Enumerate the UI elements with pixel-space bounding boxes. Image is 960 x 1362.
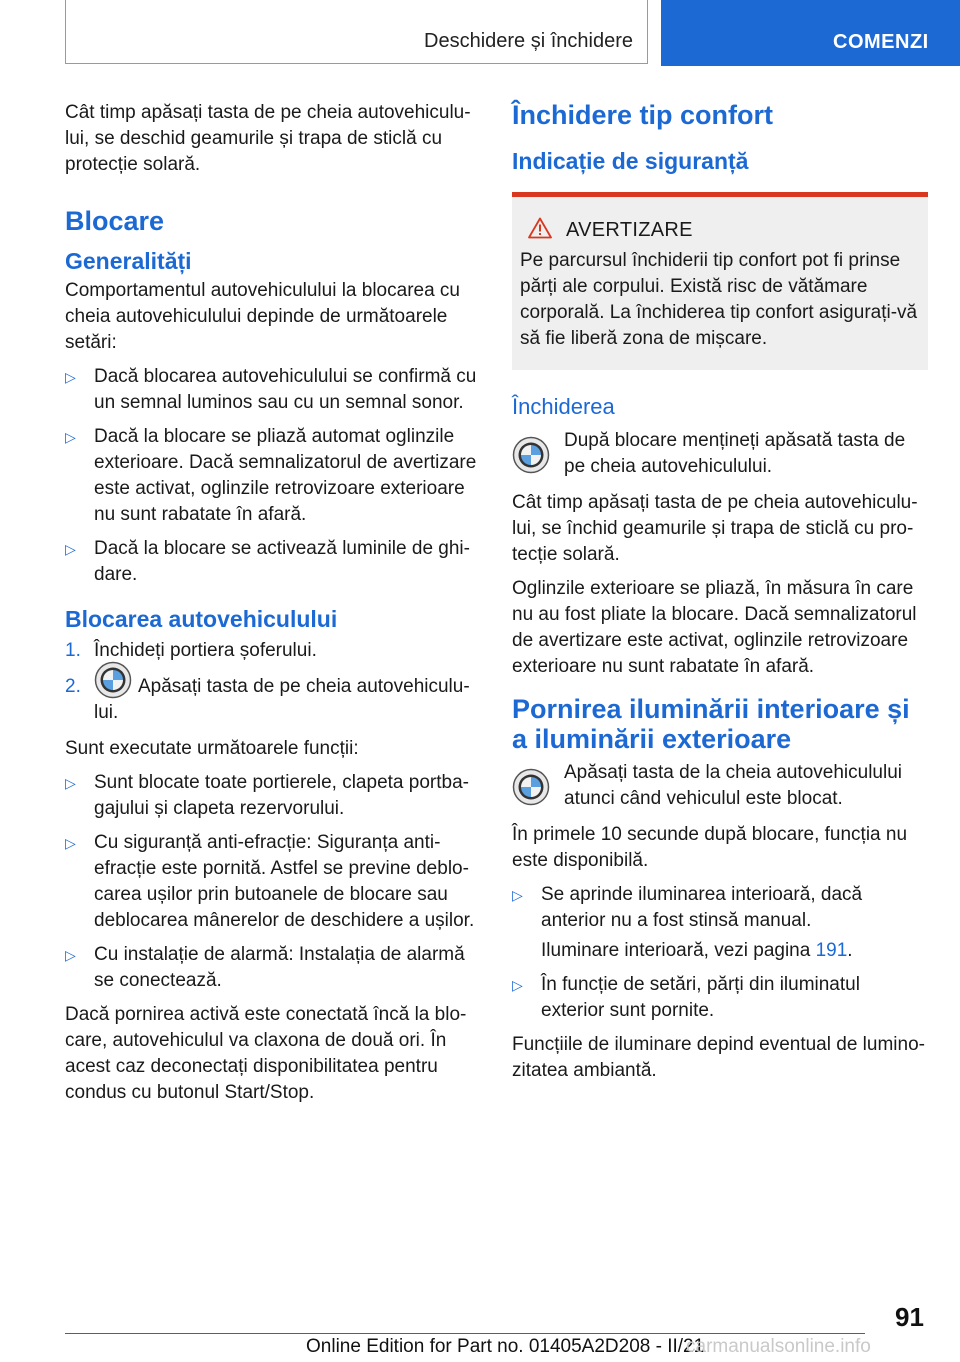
list-item: ▷ Dacă blocarea autovehiculului se confirmă cu un semnal luminos sau cu un semnal sonor. xyxy=(65,366,477,413)
list-item: ▷ Dacă la blocare se pliază automat oglinzile exterioare. Dacă semnalizatorul de avertizare este activat, oglinzile retrovizoare exterioare nu sunt rabatate în afară. xyxy=(65,426,477,525)
chapter-tab-label: COMENZI xyxy=(833,31,929,53)
list-item: ▷ Dacă la blocare se activează luminile de ghidare. xyxy=(65,538,470,585)
pornirea-key-instruction xyxy=(512,760,928,812)
step-item: 2. Apăsați tasta de pe cheia autovehiculului. xyxy=(65,674,477,726)
bullet-triangle-icon: ▷ xyxy=(65,775,76,791)
heading-inchidere-tip-confort: Închidere tip confort xyxy=(512,100,774,130)
generalitati-list xyxy=(65,364,477,588)
generalitati-paragraph: Comportamentul autovehiculului la blocarea cu cheia autovehiculului depinde de următoarele setări: xyxy=(65,280,461,353)
intro-paragraph: Cât timp apăsați tasta de pe cheia autovehiculului, se deschid geamurile și trapa de sticlă cu protecție solară. xyxy=(65,102,471,175)
car-key-button-icon xyxy=(512,436,550,474)
left-column xyxy=(65,100,477,1114)
list-item: ▷ Cu siguranță anti-efracție: Siguranța anti-efracție este pornită. Astfel se previne deblocarea ușilor prin butoanele de blocare sau deblocarea mânerelor de deschidere a ușilor. xyxy=(65,832,475,931)
page-reference-link[interactable]: 191 xyxy=(815,940,848,961)
step-item: 1. Închideți portiera șoferului. xyxy=(65,638,477,664)
list-item: ▷ Cu instalație de alarmă: Instalația de alarmă se conectează. xyxy=(65,944,465,991)
list-item: ▷ Se aprinde iluminarea interioară, dacă anterior nu a fost stinsă manual. xyxy=(512,884,863,931)
functions-intro: Sunt executate următoarele funcții: xyxy=(65,738,359,759)
watermark: carmanualsonline.info xyxy=(686,1336,871,1357)
inchiderea-icon-text: După blocare mențineți apăsată tasta de pe cheia autovehiculului. xyxy=(564,430,906,477)
warning-header xyxy=(520,217,920,244)
functions-list xyxy=(65,770,477,994)
heading-blocare: Blocare xyxy=(65,206,165,236)
bullet-triangle-icon: ▷ xyxy=(65,541,76,557)
heading-inchiderea: Închiderea xyxy=(512,394,615,419)
inchiderea-paragraph-1: Cât timp apăsați tasta de pe cheia autovehiculului, se închid geamurile și trapa de sticlă cu protecție solară. xyxy=(512,492,918,565)
pornirea-list xyxy=(512,882,928,934)
bullet-triangle-icon: ▷ xyxy=(65,835,76,851)
heading-generalitati: Generalități xyxy=(65,248,192,274)
pornirea-icon-text: Apăsați tasta de la cheia autovehiculului atunci când vehiculul este blocat. xyxy=(564,762,903,809)
car-key-button-icon xyxy=(512,768,550,806)
cross-reference-note: Iluminare interioară, vezi pagina 191. xyxy=(541,940,853,961)
section-header-box xyxy=(65,0,648,64)
bullet-triangle-icon: ▷ xyxy=(512,977,523,993)
chapter-tab[interactable] xyxy=(661,0,960,66)
section-title: Deschidere și închidere xyxy=(424,30,633,52)
inchiderea-paragraph-2: Oglinzile exterioare se pliază, în măsura în care nu au fost pliate la blocare. Dacă semnalizatorul de avertizare este activat, oglinzile retrovizoare exterioare nu sunt rabatate în afară. xyxy=(512,578,917,677)
pornirea-paragraph-1: În primele 10 secunde după blocare, funcția nu este disponibilă. xyxy=(512,824,908,871)
heading-indicatie-siguranta: Indicație de siguranță xyxy=(512,148,749,174)
heading-blocarea-autovehiculului: Blocarea autovehiculului xyxy=(65,606,338,632)
pornirea-list-2 xyxy=(512,972,928,1024)
list-item: ▷ În funcție de setări, părți din iluminatul exterior sunt pornite. xyxy=(512,974,860,1021)
bullet-triangle-icon: ▷ xyxy=(65,429,76,445)
outro-paragraph: Dacă pornirea activă este conectată încă la blocare, autovehiculul va claxona de două ori. În acest caz deconectați disponibilitatea pentru condus cu butonul Start/Stop. xyxy=(65,1004,467,1103)
car-key-button-icon xyxy=(94,661,132,699)
heading-pornirea-iluminarii: Pornirea iluminării interioare și a iluminării exterioare xyxy=(512,694,910,754)
list-item: ▷ Sunt blocate toate portierele, clapeta portbagajului și clapeta rezervorului. xyxy=(65,772,469,819)
warning-title: AVERTIZARE xyxy=(566,219,693,241)
warning-text: Pe parcursul închiderii tip confort pot fi prinse părți ale corpului. Există risc de vătămare corporală. La închiderea tip confort asigurați-vă să fie liberă zona de mișcare. xyxy=(520,250,918,349)
bullet-triangle-icon: ▷ xyxy=(512,887,523,903)
inchiderea-key-instruction xyxy=(512,428,928,480)
steps-list xyxy=(65,638,477,726)
step-number: 2. xyxy=(65,676,81,697)
footer-edition: Online Edition for Part no. 01405A2D208 - II/21 xyxy=(306,1336,705,1357)
warning-box xyxy=(512,192,928,370)
step-number: 1. xyxy=(65,640,81,661)
warning-triangle-icon xyxy=(528,217,552,244)
right-column xyxy=(512,100,928,1092)
page-number: 91 xyxy=(895,1302,924,1332)
bullet-triangle-icon: ▷ xyxy=(65,947,76,963)
bullet-triangle-icon: ▷ xyxy=(65,369,76,385)
footer-divider xyxy=(65,1333,865,1334)
page-header xyxy=(0,0,960,66)
pornirea-paragraph-2: Funcțiile de iluminare depind eventual de luminozitatea ambiantă. xyxy=(512,1034,925,1081)
